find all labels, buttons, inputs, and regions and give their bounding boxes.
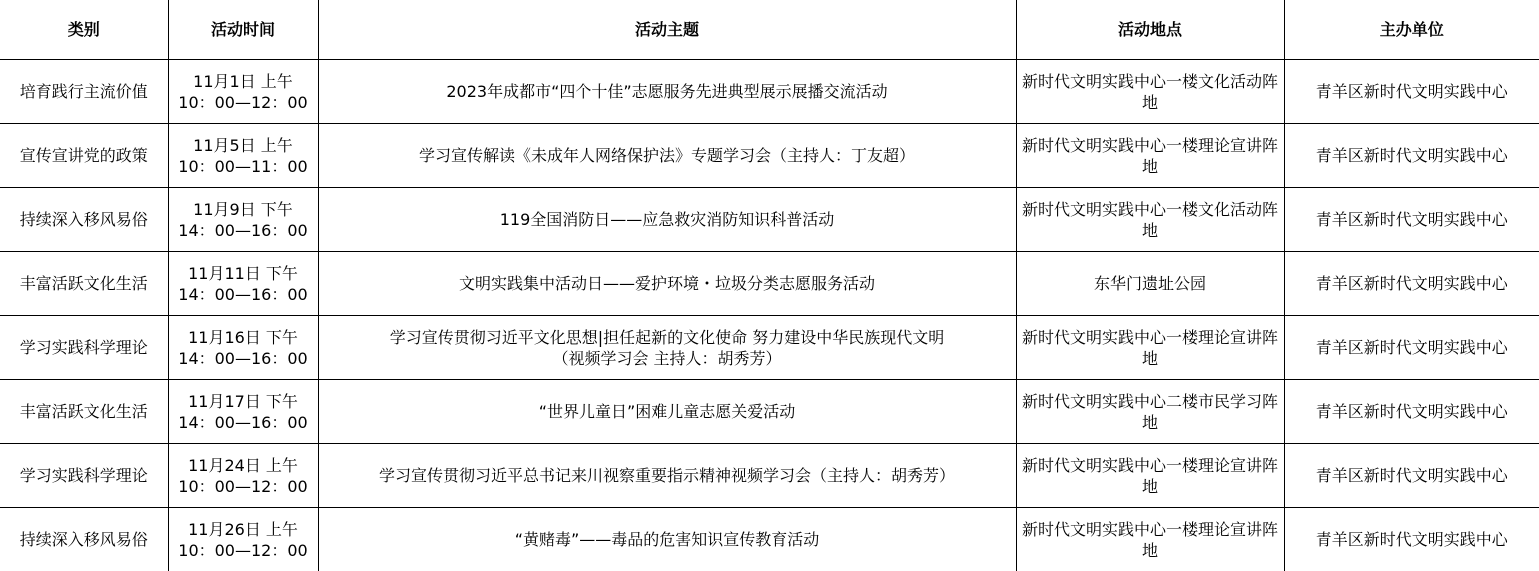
organizer-cell: 青羊区新时代文明实践中心 bbox=[1284, 188, 1539, 252]
category-cell: 宣传宣讲党的政策 bbox=[0, 124, 168, 188]
organizer-cell: 青羊区新时代文明实践中心 bbox=[1284, 380, 1539, 444]
theme-cell bbox=[318, 188, 1016, 252]
category-cell: 持续深入移风易俗 bbox=[0, 508, 168, 571]
category-cell: 学习实践科学理论 bbox=[0, 444, 168, 508]
time-hours: 14：00—16：00 bbox=[173, 348, 314, 369]
header-organizer: 主办单位 bbox=[1284, 0, 1539, 60]
time-cell bbox=[168, 252, 318, 316]
table-row bbox=[0, 508, 1539, 571]
theme-line: 文明实践集中活动日——爱护环境・垃圾分类志愿服务活动 bbox=[323, 273, 1012, 294]
location-cell: 新时代文明实践中心一楼理论宣讲阵地 bbox=[1016, 444, 1284, 508]
theme-cell bbox=[318, 444, 1016, 508]
time-cell bbox=[168, 380, 318, 444]
header-category: 类别 bbox=[0, 0, 168, 60]
time-date: 11月9日 下午 bbox=[173, 199, 314, 220]
theme-cell bbox=[318, 60, 1016, 124]
theme-cell bbox=[318, 380, 1016, 444]
location-cell: 新时代文明实践中心一楼理论宣讲阵地 bbox=[1016, 124, 1284, 188]
organizer-cell: 青羊区新时代文明实践中心 bbox=[1284, 252, 1539, 316]
theme-cell bbox=[318, 508, 1016, 571]
organizer-cell: 青羊区新时代文明实践中心 bbox=[1284, 508, 1539, 571]
time-cell bbox=[168, 316, 318, 380]
header-theme: 活动主题 bbox=[318, 0, 1016, 60]
time-hours: 10：00—12：00 bbox=[173, 476, 314, 497]
theme-cell bbox=[318, 316, 1016, 380]
time-date: 11月16日 下午 bbox=[173, 327, 314, 348]
table-header-row bbox=[0, 0, 1539, 60]
table-row bbox=[0, 60, 1539, 124]
time-date: 11月26日 上午 bbox=[173, 519, 314, 540]
time-hours: 14：00—16：00 bbox=[173, 284, 314, 305]
time-date: 11月24日 上午 bbox=[173, 455, 314, 476]
theme-line: “黄赌毒”——毒品的危害知识宣传教育活动 bbox=[323, 529, 1012, 550]
location-cell: 新时代文明实践中心一楼文化活动阵地 bbox=[1016, 60, 1284, 124]
time-cell bbox=[168, 124, 318, 188]
theme-line: 学习宣传解读《未成年人网络保护法》专题学习会（主持人：丁友超） bbox=[323, 145, 1012, 166]
organizer-cell: 青羊区新时代文明实践中心 bbox=[1284, 124, 1539, 188]
theme-cell bbox=[318, 252, 1016, 316]
category-cell: 丰富活跃文化生活 bbox=[0, 252, 168, 316]
theme-line: （视频学习会 主持人：胡秀芳） bbox=[323, 348, 1012, 369]
time-date: 11月17日 下午 bbox=[173, 391, 314, 412]
table-row bbox=[0, 188, 1539, 252]
table-row bbox=[0, 124, 1539, 188]
location-cell: 新时代文明实践中心一楼理论宣讲阵地 bbox=[1016, 316, 1284, 380]
time-date: 11月5日 上午 bbox=[173, 135, 314, 156]
location-cell: 新时代文明实践中心一楼文化活动阵地 bbox=[1016, 188, 1284, 252]
time-hours: 10：00—11：00 bbox=[173, 156, 314, 177]
table-row bbox=[0, 252, 1539, 316]
time-cell bbox=[168, 508, 318, 571]
theme-line: 学习宣传贯彻习近平文化思想|担任起新的文化使命 努力建设中华民族现代文明 bbox=[323, 327, 1012, 348]
organizer-cell: 青羊区新时代文明实践中心 bbox=[1284, 316, 1539, 380]
theme-line: 119全国消防日——应急救灾消防知识科普活动 bbox=[323, 209, 1012, 230]
theme-line: 2023年成都市“四个十佳”志愿服务先进典型展示展播交流活动 bbox=[323, 81, 1012, 102]
theme-line: “世界儿童日”困难儿童志愿关爱活动 bbox=[323, 401, 1012, 422]
time-hours: 14：00—16：00 bbox=[173, 220, 314, 241]
table-body bbox=[0, 60, 1539, 571]
table-row bbox=[0, 380, 1539, 444]
time-cell bbox=[168, 60, 318, 124]
location-cell: 东华门遗址公园 bbox=[1016, 252, 1284, 316]
time-hours: 10：00—12：00 bbox=[173, 92, 314, 113]
category-cell: 培育践行主流价值 bbox=[0, 60, 168, 124]
category-cell: 学习实践科学理论 bbox=[0, 316, 168, 380]
organizer-cell: 青羊区新时代文明实践中心 bbox=[1284, 444, 1539, 508]
category-cell: 丰富活跃文化生活 bbox=[0, 380, 168, 444]
header-time: 活动时间 bbox=[168, 0, 318, 60]
time-date: 11月11日 下午 bbox=[173, 263, 314, 284]
time-hours: 10：00—12：00 bbox=[173, 540, 314, 561]
category-cell: 持续深入移风易俗 bbox=[0, 188, 168, 252]
theme-cell bbox=[318, 124, 1016, 188]
theme-line: 学习宣传贯彻习近平总书记来川视察重要指示精神视频学习会（主持人：胡秀芳） bbox=[323, 465, 1012, 486]
time-cell bbox=[168, 444, 318, 508]
table-row bbox=[0, 444, 1539, 508]
organizer-cell: 青羊区新时代文明实践中心 bbox=[1284, 60, 1539, 124]
location-cell: 新时代文明实践中心二楼市民学习阵地 bbox=[1016, 380, 1284, 444]
time-date: 11月1日 上午 bbox=[173, 71, 314, 92]
header-location: 活动地点 bbox=[1016, 0, 1284, 60]
time-hours: 14：00—16：00 bbox=[173, 412, 314, 433]
time-cell bbox=[168, 188, 318, 252]
location-cell: 新时代文明实践中心一楼理论宣讲阵地 bbox=[1016, 508, 1284, 571]
table-row bbox=[0, 316, 1539, 380]
